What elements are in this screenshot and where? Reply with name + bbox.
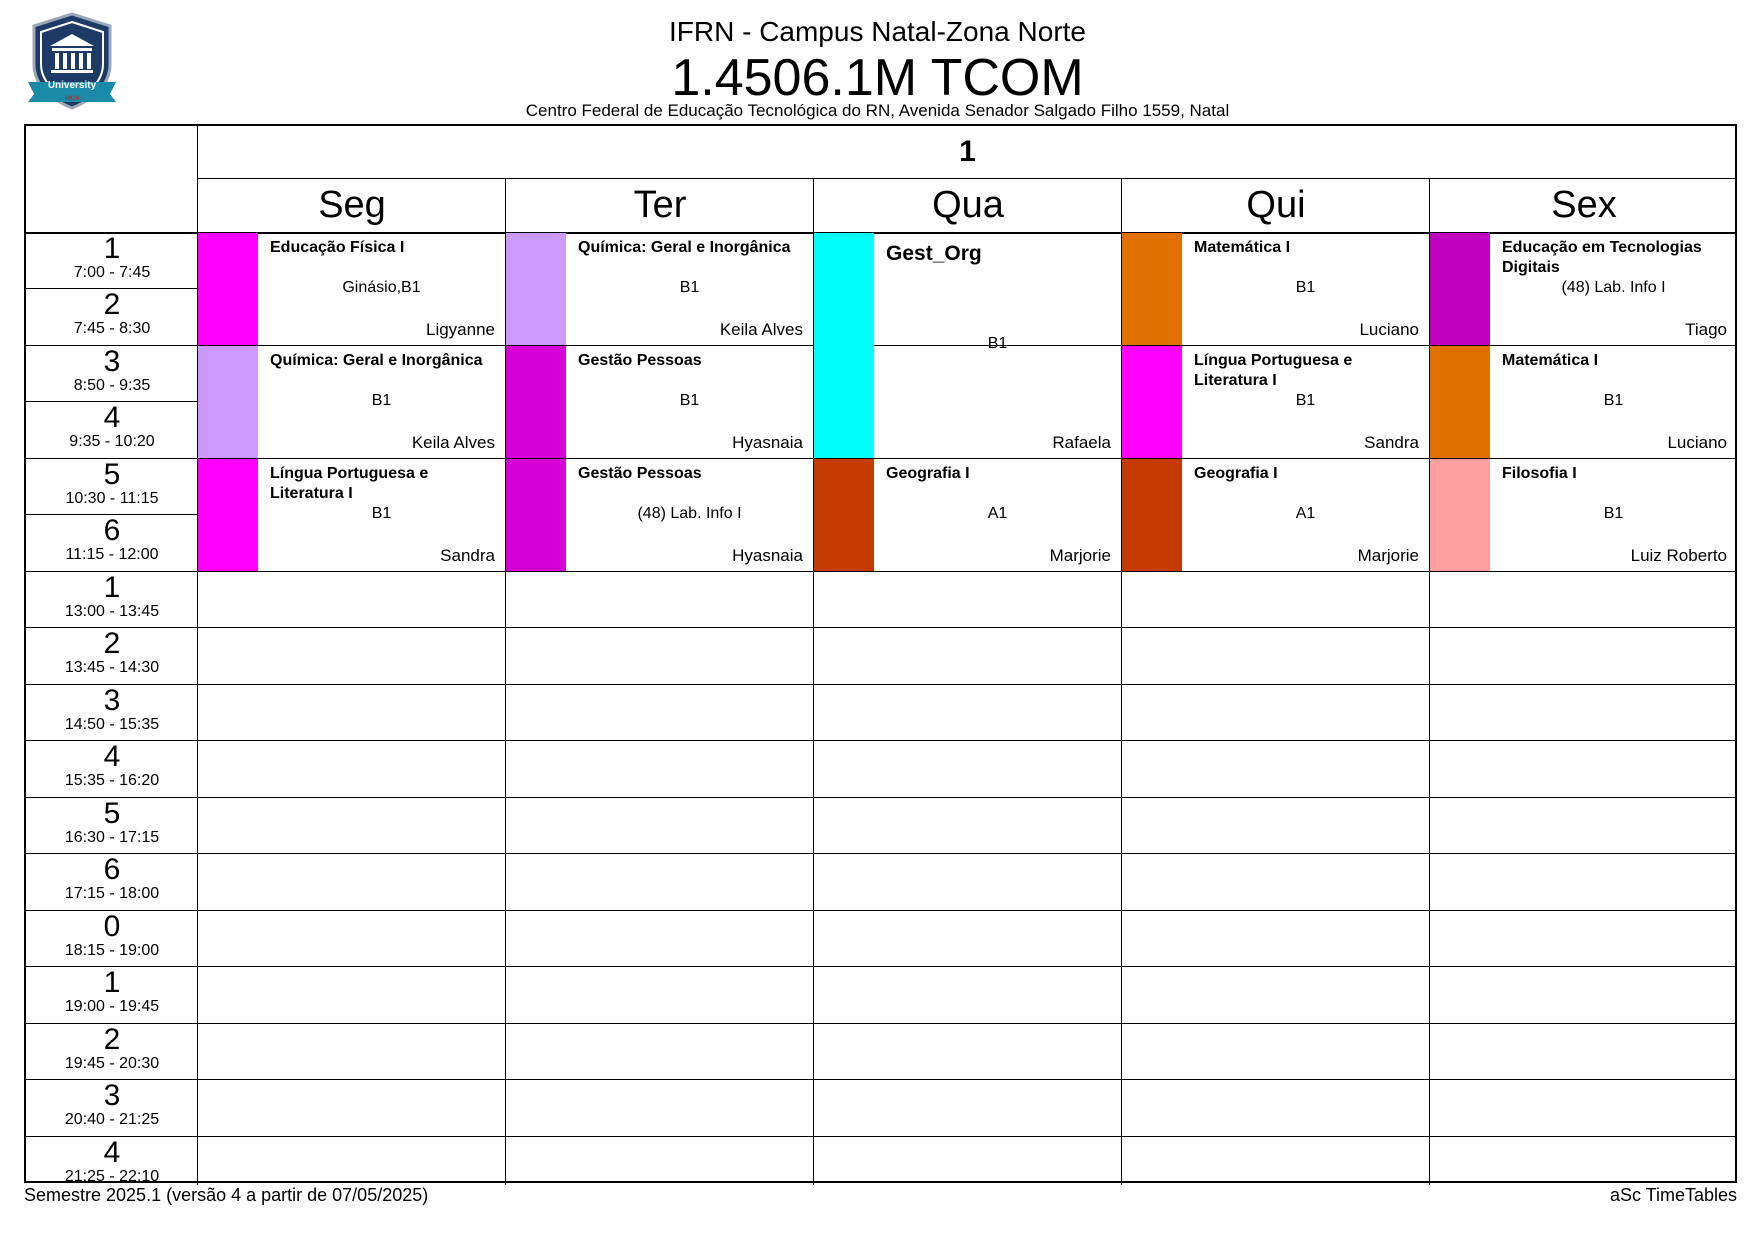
logo-banner-text: University	[47, 80, 97, 91]
grid-row-divider	[198, 1079, 1737, 1080]
lesson-room: B1	[371, 504, 392, 522]
period-number: 0	[103, 909, 121, 943]
lesson-card[interactable]	[1430, 233, 1737, 345]
day-header: Sex	[1551, 184, 1617, 226]
subject-color-bar	[1122, 346, 1182, 458]
lesson-teacher: Sandra	[1364, 432, 1419, 452]
lesson-room: B1	[679, 278, 700, 296]
grid-row-divider	[198, 627, 1737, 628]
period-time: 19:00 - 19:45	[64, 998, 160, 1016]
subject-color-bar	[1122, 233, 1182, 345]
lesson-teacher: Sandra	[440, 545, 495, 565]
lesson-room: A1	[987, 504, 1008, 522]
lesson-subject: Matemática I	[1502, 351, 1599, 369]
lesson-teacher: Ligyanne	[425, 319, 495, 339]
lesson-subject: Geografia I	[1194, 464, 1278, 482]
lesson-card[interactable]	[506, 233, 813, 345]
period-number: 5	[103, 796, 121, 830]
lesson-subject: Gest_Org	[886, 242, 982, 265]
day-header: Qui	[1246, 184, 1306, 226]
week-number: 1	[959, 135, 976, 168]
period-number: 6	[103, 514, 121, 548]
period-time: 9:35 - 10:20	[69, 433, 155, 451]
lesson-teacher: Luciano	[1359, 319, 1419, 339]
subject-color-bar	[1430, 346, 1490, 458]
school-address: Centro Federal de Educação Tecnológica do RN, Avenida Senador Salgado Filho 1559, Natal	[525, 101, 1230, 120]
day-header: Ter	[633, 184, 687, 226]
lesson-room: B1	[1295, 278, 1316, 296]
period-label	[26, 797, 198, 853]
lesson-room: B1	[679, 391, 700, 409]
period-label	[26, 232, 198, 288]
lesson-room: (48) Lab. Info I	[1561, 278, 1666, 296]
period-number: 2	[103, 627, 121, 661]
lesson-card[interactable]	[1430, 346, 1737, 458]
grid-row-divider	[198, 966, 1737, 967]
period-label	[26, 684, 198, 740]
period-time: 13:00 - 13:45	[64, 602, 160, 620]
period-label	[26, 740, 198, 796]
grid-row-divider	[198, 853, 1737, 854]
lesson-subject: Filosofia I	[1502, 464, 1577, 482]
subject-color-bar	[1122, 459, 1182, 571]
lesson-card[interactable]	[506, 459, 813, 571]
period-time: 11:15 - 12:00	[65, 546, 159, 564]
lesson-subject: Química: Geral e Inorgânica	[578, 239, 791, 256]
period-time: 10:30 - 11:15	[65, 489, 159, 507]
subject-color-bar	[506, 346, 566, 458]
lesson-card[interactable]	[1430, 459, 1737, 571]
subject-color-bar	[1430, 233, 1490, 345]
lesson-teacher: Marjorie	[1357, 545, 1419, 565]
period-number: 3	[103, 1079, 121, 1113]
lesson-subject: Gestão Pessoas	[578, 351, 702, 369]
period-label	[26, 345, 198, 401]
period-label	[26, 1079, 198, 1135]
lesson-card[interactable]	[1122, 233, 1429, 345]
period-time: 15:35 - 16:20	[64, 772, 160, 790]
period-time: 16:30 - 17:15	[64, 828, 160, 846]
period-label	[26, 853, 198, 909]
period-number: 4	[103, 740, 121, 774]
software-credit: aSc TimeTables	[1609, 1185, 1737, 1205]
lesson-teacher: Hyasnaia	[732, 432, 803, 452]
period-number: 3	[103, 683, 121, 717]
class-title: 1.4506.1M TCOM	[671, 49, 1084, 107]
lesson-teacher: Keila Alves	[411, 432, 495, 452]
period-time: 17:15 - 18:00	[64, 885, 160, 903]
period-number: 4	[103, 1135, 121, 1169]
grid-row-divider	[198, 1023, 1737, 1024]
period-label	[26, 458, 198, 514]
day-header: Seg	[318, 184, 386, 226]
lesson-card[interactable]	[198, 459, 505, 571]
university-shield-logo	[26, 12, 118, 112]
period-label	[26, 627, 198, 683]
lesson-card[interactable]	[198, 233, 505, 345]
period-label	[26, 288, 198, 344]
lesson-teacher: Luciano	[1667, 432, 1727, 452]
subject-color-bar	[198, 346, 258, 458]
period-label	[26, 910, 198, 966]
logo-sub-text: INCA	[64, 96, 80, 102]
subject-color-bar	[198, 459, 258, 571]
grid-row-divider	[198, 797, 1737, 798]
lesson-room: B1	[1603, 504, 1624, 522]
subject-color-bar	[1430, 459, 1490, 571]
period-label	[26, 514, 198, 570]
lesson-teacher: Tiago	[1685, 319, 1727, 339]
lesson-card[interactable]	[198, 346, 505, 458]
lesson-teacher: Keila Alves	[719, 319, 803, 339]
lesson-room: B1	[987, 335, 1008, 353]
period-number: 6	[103, 853, 121, 887]
period-number: 2	[103, 288, 121, 322]
lesson-subject: Língua Portuguesa e Literatura I	[1194, 351, 1353, 389]
lesson-room: B1	[1295, 391, 1316, 409]
grid-row-divider	[198, 740, 1737, 741]
subject-color-bar	[506, 233, 566, 345]
subject-color-bar	[814, 233, 874, 458]
school-name: IFRN - Campus Natal-Zona Norte	[668, 16, 1086, 47]
lesson-card[interactable]	[814, 233, 1121, 458]
lesson-subject: Língua Portuguesa e Literatura I	[270, 464, 429, 502]
period-number: 3	[103, 344, 121, 378]
grid-row-divider	[198, 1136, 1737, 1137]
period-number: 2	[103, 1022, 121, 1056]
period-number: 5	[103, 457, 121, 491]
grid-row-divider	[198, 684, 1737, 685]
period-time: 8:50 - 9:35	[73, 376, 151, 394]
grid-row-divider	[198, 910, 1737, 911]
lesson-card[interactable]	[1122, 346, 1429, 458]
lesson-subject: Geografia I	[886, 464, 970, 482]
period-label	[26, 1023, 198, 1079]
subject-color-bar	[506, 459, 566, 571]
semester-version-note: Semestre 2025.1 (versão 4 a partir de 07/05/2025)	[24, 1185, 429, 1205]
period-number: 1	[103, 966, 121, 1000]
subject-color-bar	[814, 459, 874, 571]
day-header: Qua	[932, 184, 1004, 226]
timetable-grid	[24, 124, 1737, 1183]
lesson-subject: Gestão Pessoas	[578, 464, 702, 482]
lesson-room: A1	[1295, 504, 1316, 522]
lesson-room: B1	[1603, 391, 1624, 409]
grid-row-divider	[198, 571, 1737, 572]
lesson-card[interactable]	[814, 459, 1121, 571]
lesson-teacher: Rafaela	[1052, 432, 1111, 452]
period-label	[26, 571, 198, 627]
lesson-subject: Educação Física I	[270, 239, 405, 256]
period-time: 7:45 - 8:30	[73, 320, 151, 338]
period-time: 18:15 - 19:00	[64, 941, 160, 959]
lesson-room: Ginásio,B1	[342, 278, 421, 296]
lesson-subject: Química: Geral e Inorgânica	[270, 351, 483, 369]
lesson-teacher: Marjorie	[1049, 545, 1111, 565]
period-time: 19:45 - 20:30	[64, 1054, 160, 1072]
period-time: 7:00 - 7:45	[73, 264, 151, 281]
period-time: 13:45 - 14:30	[64, 659, 160, 677]
period-label	[26, 966, 198, 1022]
period-number: 1	[103, 232, 121, 265]
period-time: 20:40 - 21:25	[64, 1111, 160, 1129]
subject-color-bar	[198, 233, 258, 345]
period-time: 14:50 - 15:35	[64, 715, 160, 733]
lesson-card[interactable]	[1122, 459, 1429, 571]
lesson-room: (48) Lab. Info I	[637, 504, 742, 522]
period-number: 4	[103, 401, 121, 435]
lesson-subject: Matemática I	[1194, 239, 1291, 256]
lesson-card[interactable]	[506, 346, 813, 458]
period-number: 1	[103, 570, 121, 604]
lesson-teacher: Luiz Roberto	[1630, 545, 1727, 565]
period-label	[26, 401, 198, 457]
lesson-subject: Educação em Tecnologias Digitais	[1502, 239, 1702, 276]
lesson-room: B1	[371, 391, 392, 409]
lesson-teacher: Hyasnaia	[732, 545, 803, 565]
period-time: 21:25 - 22:10	[64, 1167, 160, 1185]
